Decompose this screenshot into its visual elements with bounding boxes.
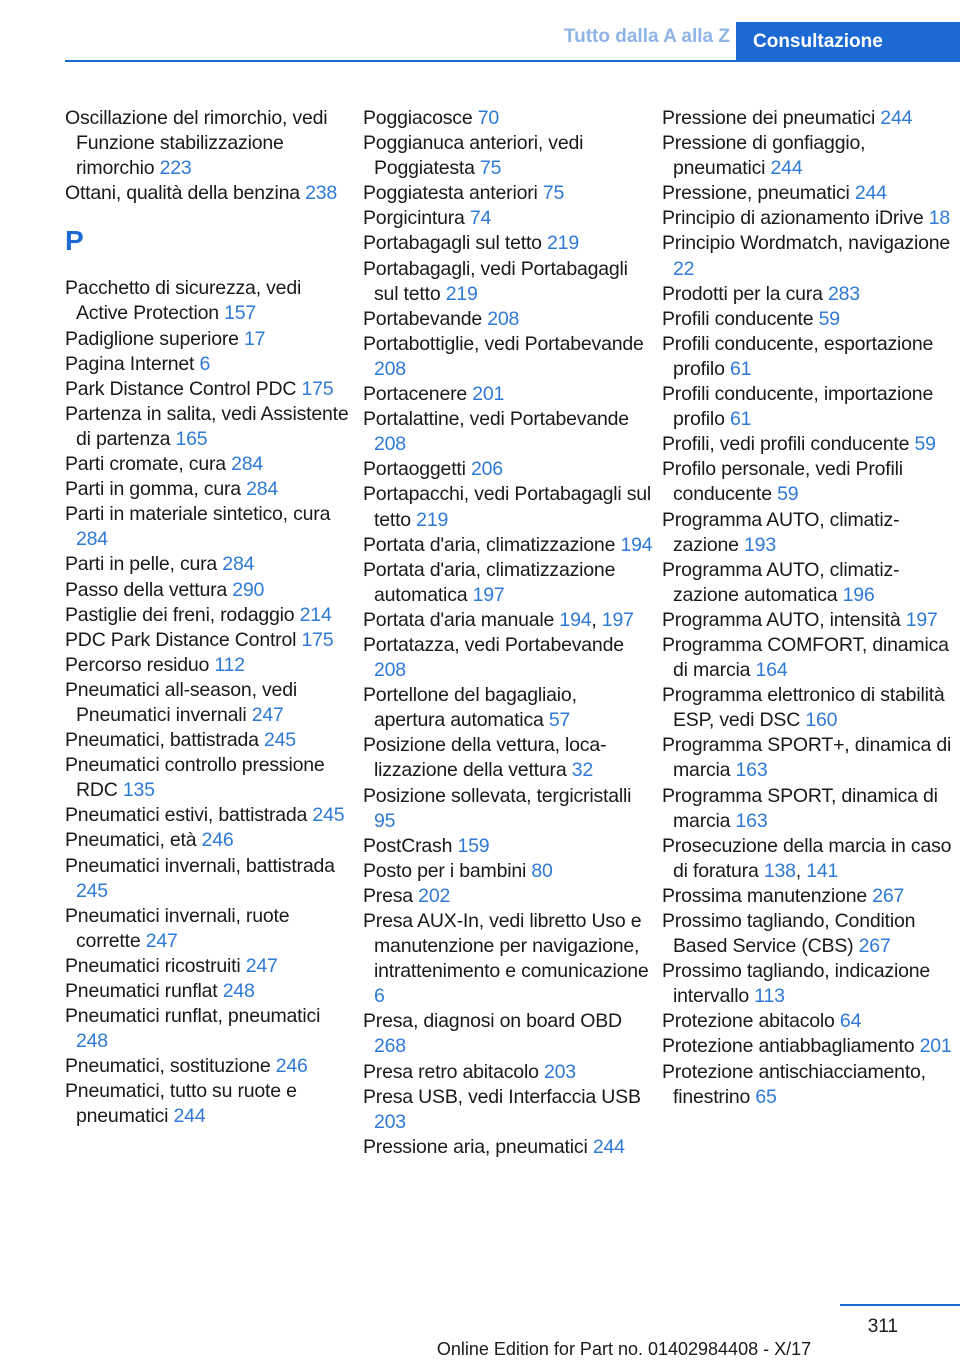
page-reference-link[interactable]: 284 xyxy=(231,453,264,476)
index-entry xyxy=(363,106,653,131)
index-entry-term: Profilo personale, vedi Profili conducente xyxy=(662,458,903,506)
index-entry xyxy=(662,181,958,206)
page-reference-link[interactable]: 75 xyxy=(542,182,565,205)
page-reference-link[interactable]: 284 xyxy=(222,553,255,576)
index-entry-term: Portacenere xyxy=(363,383,468,406)
header-chapter-tab xyxy=(736,22,960,62)
index-entry xyxy=(662,282,958,307)
page-reference-link[interactable]: 135 xyxy=(122,779,155,802)
index-entry xyxy=(662,959,958,1009)
index-entry xyxy=(65,1004,355,1054)
index-entry-term: Presa retro abitacolo xyxy=(363,1060,539,1083)
page-reference-link[interactable]: 244 xyxy=(592,1135,625,1158)
index-entry xyxy=(363,859,653,884)
index-entry-term: Posto per i bambini xyxy=(363,859,527,882)
index-column-1 xyxy=(65,106,355,1130)
index-entry xyxy=(363,407,653,457)
page-reference-link[interactable]: 163 xyxy=(735,809,768,832)
page-reference-link[interactable]: 163 xyxy=(735,759,768,782)
page-reference-link[interactable]: 201 xyxy=(472,383,505,406)
index-entry-term: Pneumatici runflat xyxy=(65,980,218,1002)
index-entry-term: Programma AUTO, climatizzazione automatica xyxy=(662,558,900,606)
index-entry-term: Pneumatici all-season, vedi Pneumatici invernali xyxy=(65,678,297,726)
page-reference-link[interactable]: 18 xyxy=(928,207,951,230)
index-entry-term: Park Distance Control PDC xyxy=(65,377,297,400)
index-entry xyxy=(65,753,355,803)
page-reference-link[interactable]: 193 xyxy=(744,533,776,556)
index-entry xyxy=(662,432,958,457)
page-reference-link[interactable]: 201 xyxy=(919,1035,952,1058)
index-entry xyxy=(363,733,653,783)
index-entry-term: Posizione sollevata, tergicristalli xyxy=(363,784,632,807)
index-entry-term: Pneumatici invernali, battistrada xyxy=(65,854,335,877)
index-entry xyxy=(363,307,653,332)
index-entry xyxy=(65,1054,355,1079)
index-entry-term: Porgicintura xyxy=(363,207,465,230)
page-reference-link[interactable]: 32 xyxy=(571,759,593,782)
index-entry xyxy=(662,231,958,281)
index-entry-term: Pneumatici ricostruiti xyxy=(65,954,241,977)
index-entry-term: Portabottiglie, vedi Portabevande xyxy=(363,332,644,355)
index-entry xyxy=(65,728,355,753)
page-reference-link[interactable]: 157 xyxy=(224,302,257,325)
page-reference-link[interactable]: 75 xyxy=(480,157,502,180)
index-entry xyxy=(65,1079,355,1129)
page-reference-link[interactable]: 165 xyxy=(175,427,208,450)
index-entry: Prosecuzione della marcia in caso di foratura 138, 141 xyxy=(662,834,952,882)
index-entry-term: Ottani, qualità della benzina xyxy=(65,182,300,205)
index-entry xyxy=(65,181,355,206)
index-entry xyxy=(363,181,653,206)
page-reference-link[interactable]: 138 xyxy=(763,859,796,882)
page-reference-link[interactable]: 61 xyxy=(729,408,752,431)
index-entry xyxy=(65,552,355,577)
page-reference-link[interactable]: 219 xyxy=(445,282,478,305)
page-reference-link[interactable]: 246 xyxy=(201,829,234,852)
page-reference-link[interactable]: 284 xyxy=(76,528,108,551)
page-reference-link[interactable]: 208 xyxy=(374,659,406,682)
index-entry xyxy=(363,683,653,733)
index-column-2 xyxy=(363,106,653,1160)
index-entry-term: Portabagagli sul tetto xyxy=(363,232,542,255)
index-entry-term: Presa USB, vedi Interfaccia USB xyxy=(363,1085,641,1108)
header-rule xyxy=(65,60,960,62)
index-entry-term: Oscillazione del rimorchio, vedi Funzione stabilizzazione rimorchio xyxy=(65,107,328,180)
index-entry-term: Pastiglie dei freni, rodaggio xyxy=(65,603,295,626)
page-reference-link[interactable]: 284 xyxy=(246,478,279,501)
index-column-3 xyxy=(662,106,958,1110)
index-entry-term: Profili conducente, importazione profilo xyxy=(662,383,934,431)
index-entry-term: Programma AUTO, climatizzazione xyxy=(662,508,900,556)
index-entry xyxy=(363,457,653,482)
index-entry xyxy=(363,131,653,181)
page-reference-link[interactable]: 247 xyxy=(251,703,284,726)
page-reference-link[interactable]: 202 xyxy=(418,884,451,907)
index-entry xyxy=(662,909,958,959)
page-reference-link[interactable]: 164 xyxy=(755,659,788,682)
page-reference-link[interactable]: 247 xyxy=(245,954,278,977)
index-entry-term: Pneumatici, età xyxy=(65,829,197,852)
index-entry xyxy=(662,106,958,131)
index-entry xyxy=(662,733,958,783)
index-entry-term: Profili conducente xyxy=(662,307,814,330)
index-entry xyxy=(65,402,355,452)
page-reference-link[interactable]: 194 xyxy=(559,608,592,631)
index-entry xyxy=(363,1085,653,1135)
index-entry-term: Portata d'aria, climatizzazione automatica xyxy=(363,558,616,606)
page-reference-link[interactable]: 246 xyxy=(275,1055,308,1078)
index-entry xyxy=(662,332,958,382)
index-entry xyxy=(363,1009,653,1059)
index-entry-term: Prossima manutenzione xyxy=(662,884,867,907)
index-entry-term: Portata d'aria manuale xyxy=(363,608,555,631)
index-entry xyxy=(662,457,958,507)
index-entry xyxy=(363,633,653,683)
index-entry-term: Prosecuzione della marcia in caso di foratura xyxy=(662,834,952,882)
index-entry xyxy=(65,502,355,552)
index-entry-term: Presa AUX-In, vedi libretto Uso e manutenzione per navigazione, intrattenimento e comunicazione xyxy=(363,910,649,983)
index-entry xyxy=(662,508,958,558)
index-entry xyxy=(363,332,653,382)
page-reference-link[interactable]: 244 xyxy=(173,1105,206,1128)
index-entry xyxy=(65,678,355,728)
page-reference-link[interactable]: 203 xyxy=(543,1060,576,1083)
index-entry xyxy=(363,558,653,608)
index-entry-term: Parti in materiale sintetico, cura xyxy=(65,503,331,526)
index-entry xyxy=(662,558,958,608)
page-reference-link[interactable]: 17 xyxy=(244,327,266,350)
index-entry xyxy=(662,206,958,231)
page-number: 311 xyxy=(867,1316,898,1337)
index-entry xyxy=(662,683,958,733)
index-entry xyxy=(662,131,958,181)
header-section-title: Tutto dalla A alla Z xyxy=(563,26,730,47)
index-entry xyxy=(65,979,355,1004)
index-entry-term: Parti in pelle, cura xyxy=(65,553,218,576)
index-entry-term: Portatazza, vedi Portabevande xyxy=(363,633,624,656)
page-reference-link[interactable]: 197 xyxy=(905,608,938,631)
page-reference-link[interactable]: 283 xyxy=(827,282,860,305)
index-entry xyxy=(363,884,653,909)
page-reference-link[interactable]: 244 xyxy=(770,157,803,180)
index-entry xyxy=(363,482,653,532)
index-entry xyxy=(363,231,653,256)
index-entry-term: Prossimo tagliando, indicazione intervallo xyxy=(662,960,931,1008)
index-entry-term: Presa, diagnosi on board OBD xyxy=(363,1010,622,1033)
index-entry-term: Portaoggetti xyxy=(363,458,466,481)
index-entry-term: Partenza in salita, vedi Assistente di partenza xyxy=(65,402,349,450)
index-entry-term: Profili, vedi profili conducente xyxy=(662,433,910,456)
page-reference-link[interactable]: 159 xyxy=(457,834,490,857)
index-entry xyxy=(662,307,958,332)
index-entry-term: Poggiatesta anteriori xyxy=(363,182,538,205)
index-entry xyxy=(65,803,355,828)
index-entry xyxy=(363,834,653,859)
index-entry-term: Parti in gomma, cura xyxy=(65,478,241,501)
index-entry xyxy=(363,1060,653,1085)
index-entry xyxy=(65,327,355,352)
page-reference-link[interactable]: 74 xyxy=(469,207,492,230)
index-entry-term: Pressione dei pneumatici xyxy=(662,107,876,129)
index-entry xyxy=(363,1135,653,1160)
index-entry xyxy=(65,628,355,653)
index-entry xyxy=(363,206,653,231)
index-entry-term: Pneumatici runflat, pneumatici xyxy=(65,1005,321,1028)
page-reference-link[interactable]: 64 xyxy=(839,1010,862,1033)
page-reference-link[interactable]: 247 xyxy=(145,929,178,952)
index-entry xyxy=(65,653,355,678)
index-entry-term: Pneumatici estivi, battistrada xyxy=(65,804,308,827)
index-entry-term: Pneumatici, sostituzione xyxy=(65,1055,271,1078)
index-entry-term: Protezione abitacolo xyxy=(662,1010,835,1033)
index-entry-term: Pneumatici, tutto su ruote e pneumatici xyxy=(65,1080,297,1128)
page-reference-link[interactable]: 6 xyxy=(199,352,211,375)
page-reference-link[interactable]: 194 xyxy=(620,533,653,556)
index-entry xyxy=(65,603,355,628)
index-entry xyxy=(662,633,958,683)
page-reference-link[interactable]: 245 xyxy=(76,879,108,902)
page-reference-link[interactable]: 214 xyxy=(299,603,332,626)
page-reference-link[interactable]: 175 xyxy=(301,628,334,651)
page-reference-link[interactable]: 268 xyxy=(374,1035,406,1058)
page-reference-link[interactable]: 61 xyxy=(729,357,752,380)
page-reference-link[interactable]: 113 xyxy=(754,985,785,1008)
index-entry xyxy=(363,382,653,407)
index-entry-term: Programma elettronico di stabilità ESP, vedi DSC xyxy=(662,684,945,732)
index-entry-term: Pressione di gonfiaggio, pneumatici xyxy=(662,132,866,180)
index-entry xyxy=(363,784,653,834)
index-entry-term: Programma SPORT, dinamica di marcia xyxy=(662,784,938,832)
index-entry-term: Poggiacosce xyxy=(363,107,473,129)
index-entry-term: Portata d'aria, climatizzazione xyxy=(363,533,616,556)
page-reference-link[interactable]: 267 xyxy=(872,884,905,907)
footer-edition-text: Online Edition for Part no. 01402984408 - X/17 xyxy=(436,1339,812,1359)
index-entry xyxy=(65,578,355,603)
page-reference-link[interactable]: 290 xyxy=(232,578,265,601)
index-entry-term: Presa xyxy=(363,884,413,907)
index-entry xyxy=(662,884,958,909)
index-entry xyxy=(662,608,958,633)
index-entry-term: Padiglione superiore xyxy=(65,327,239,350)
index-entry-term: Prodotti per la cura xyxy=(662,282,823,305)
page-reference-link[interactable]: 196 xyxy=(842,583,875,606)
page-reference-link[interactable]: 22 xyxy=(673,257,695,280)
index-entry xyxy=(65,452,355,477)
page-reference-link[interactable]: 95 xyxy=(374,809,396,832)
index-entry xyxy=(65,954,355,979)
index-entry xyxy=(65,276,355,326)
index-entry-term: Profili conducente, esportazione profilo xyxy=(662,332,934,380)
index-entry-term: Posizione della vettura, localizzazione della vettura xyxy=(363,734,607,782)
page-reference-link[interactable]: 206 xyxy=(470,458,503,481)
index-entry-term: Pacchetto di sicurezza, vedi Active Protection xyxy=(65,277,302,325)
index-entry-term: PDC Park Distance Control xyxy=(65,628,297,651)
index-entry-term: Portalattine, vedi Portabevande xyxy=(363,408,629,431)
index-entry-term: Passo della vettura xyxy=(65,578,228,601)
page-reference-link[interactable]: 197 xyxy=(601,608,634,631)
page-reference-link[interactable]: 175 xyxy=(301,377,334,400)
index-entry-term: Pressione aria, pneumatici xyxy=(363,1135,588,1158)
index-entry xyxy=(65,106,355,181)
index-entry xyxy=(662,1009,958,1034)
index-entry-term: Pneumatici invernali, ruote corrette xyxy=(65,904,290,952)
index-entry-term: Protezione antiabbagliamento xyxy=(662,1035,915,1058)
page-reference-link[interactable]: 208 xyxy=(374,357,406,380)
page-reference-link[interactable]: 57 xyxy=(548,709,571,732)
index-entry-term: Programma AUTO, intensità xyxy=(662,608,901,631)
page-reference-link[interactable]: 65 xyxy=(755,1085,777,1108)
page-reference-link[interactable]: 59 xyxy=(818,307,840,330)
page-reference-link[interactable]: 112 xyxy=(214,653,245,676)
index-entry-term: Pneumatici controllo pressione RDC xyxy=(65,754,325,802)
page-reference-link[interactable]: 238 xyxy=(305,182,338,205)
page-reference-link[interactable]: 59 xyxy=(777,483,799,506)
index-entry xyxy=(363,909,653,1009)
index-entry xyxy=(65,828,355,853)
index-entry-term: Portabevande xyxy=(363,307,483,330)
index-entry xyxy=(65,854,355,904)
footer-rule xyxy=(840,1304,960,1306)
index-entry xyxy=(662,382,958,432)
index-entry-term: PostCrash xyxy=(363,834,453,857)
index-entry-term: Programma SPORT+, dinamica di marcia xyxy=(662,734,952,782)
index-entry-term: Parti cromate, cura xyxy=(65,453,226,476)
page-reference-link[interactable]: 203 xyxy=(374,1110,406,1133)
page-reference-link[interactable]: 244 xyxy=(854,182,887,205)
index-entry xyxy=(65,377,355,402)
index-entry xyxy=(363,257,653,307)
index-entry-term: Principio Wordmatch, navigazione xyxy=(662,232,951,255)
index-letter-heading: P xyxy=(65,225,84,257)
page-reference-link[interactable]: 245 xyxy=(263,729,296,752)
index-entry xyxy=(65,904,355,954)
page-reference-link[interactable]: 160 xyxy=(805,709,838,732)
page-reference-link[interactable]: 197 xyxy=(472,583,505,606)
header-chapter-label: Consultazione xyxy=(753,31,883,52)
index-entry-term: Pagina Internet xyxy=(65,352,195,375)
page-reference-link[interactable]: 248 xyxy=(76,1030,108,1053)
page-reference-link[interactable]: 244 xyxy=(880,107,913,129)
page-reference-link[interactable]: 208 xyxy=(487,307,520,330)
index-entry xyxy=(662,1034,958,1059)
index-entry-term: Pneumatici, battistrada xyxy=(65,729,259,752)
index-entry-term: Principio di azionamento iDrive xyxy=(662,207,924,230)
page-reference-link[interactable]: 80 xyxy=(531,859,553,882)
index-entry xyxy=(662,784,958,834)
index-entry: Portata d'aria manuale 194, 197 xyxy=(363,608,634,631)
index-entry-term: Programma COMFORT, dinamica di marcia xyxy=(662,633,949,682)
index-entry xyxy=(65,477,355,502)
index-entry xyxy=(363,533,653,558)
page-reference-link[interactable]: 219 xyxy=(547,232,579,255)
page-reference-link[interactable]: 70 xyxy=(477,107,499,129)
page-reference-link[interactable]: 208 xyxy=(374,433,406,456)
index-entry-term: Pressione, pneumatici xyxy=(662,182,850,205)
index-entry-term: Protezione antischiacciamento, finestrino xyxy=(662,1060,926,1108)
index-entry-term: Prossimo tagliando, Condition Based Service (CBS) xyxy=(662,910,916,958)
page-reference-link[interactable]: 141 xyxy=(806,859,839,882)
index-entry-term: Portabagagli, vedi Portabagagli sul tetto xyxy=(363,257,628,305)
page-reference-link[interactable]: 267 xyxy=(858,935,891,958)
page-reference-link[interactable]: 248 xyxy=(222,980,255,1002)
page-reference-link[interactable]: 245 xyxy=(312,804,345,827)
index-entry-term: Percorso residuo xyxy=(65,653,210,676)
page-reference-link[interactable]: 6 xyxy=(374,985,385,1008)
page-reference-link[interactable]: 223 xyxy=(159,157,192,180)
index-entry xyxy=(662,1060,958,1110)
index-entry xyxy=(65,352,355,377)
page-reference-link[interactable]: 59 xyxy=(914,433,936,456)
index-entry-term: Portellone del bagagliaio, apertura automatica xyxy=(363,684,577,732)
index-entry-term: Portapacchi, vedi Portabagagli sul tetto xyxy=(363,483,652,531)
index-entry-term: Poggianuca anteriori, vedi Poggiatesta xyxy=(363,132,584,180)
page-reference-link[interactable]: 219 xyxy=(416,508,449,531)
